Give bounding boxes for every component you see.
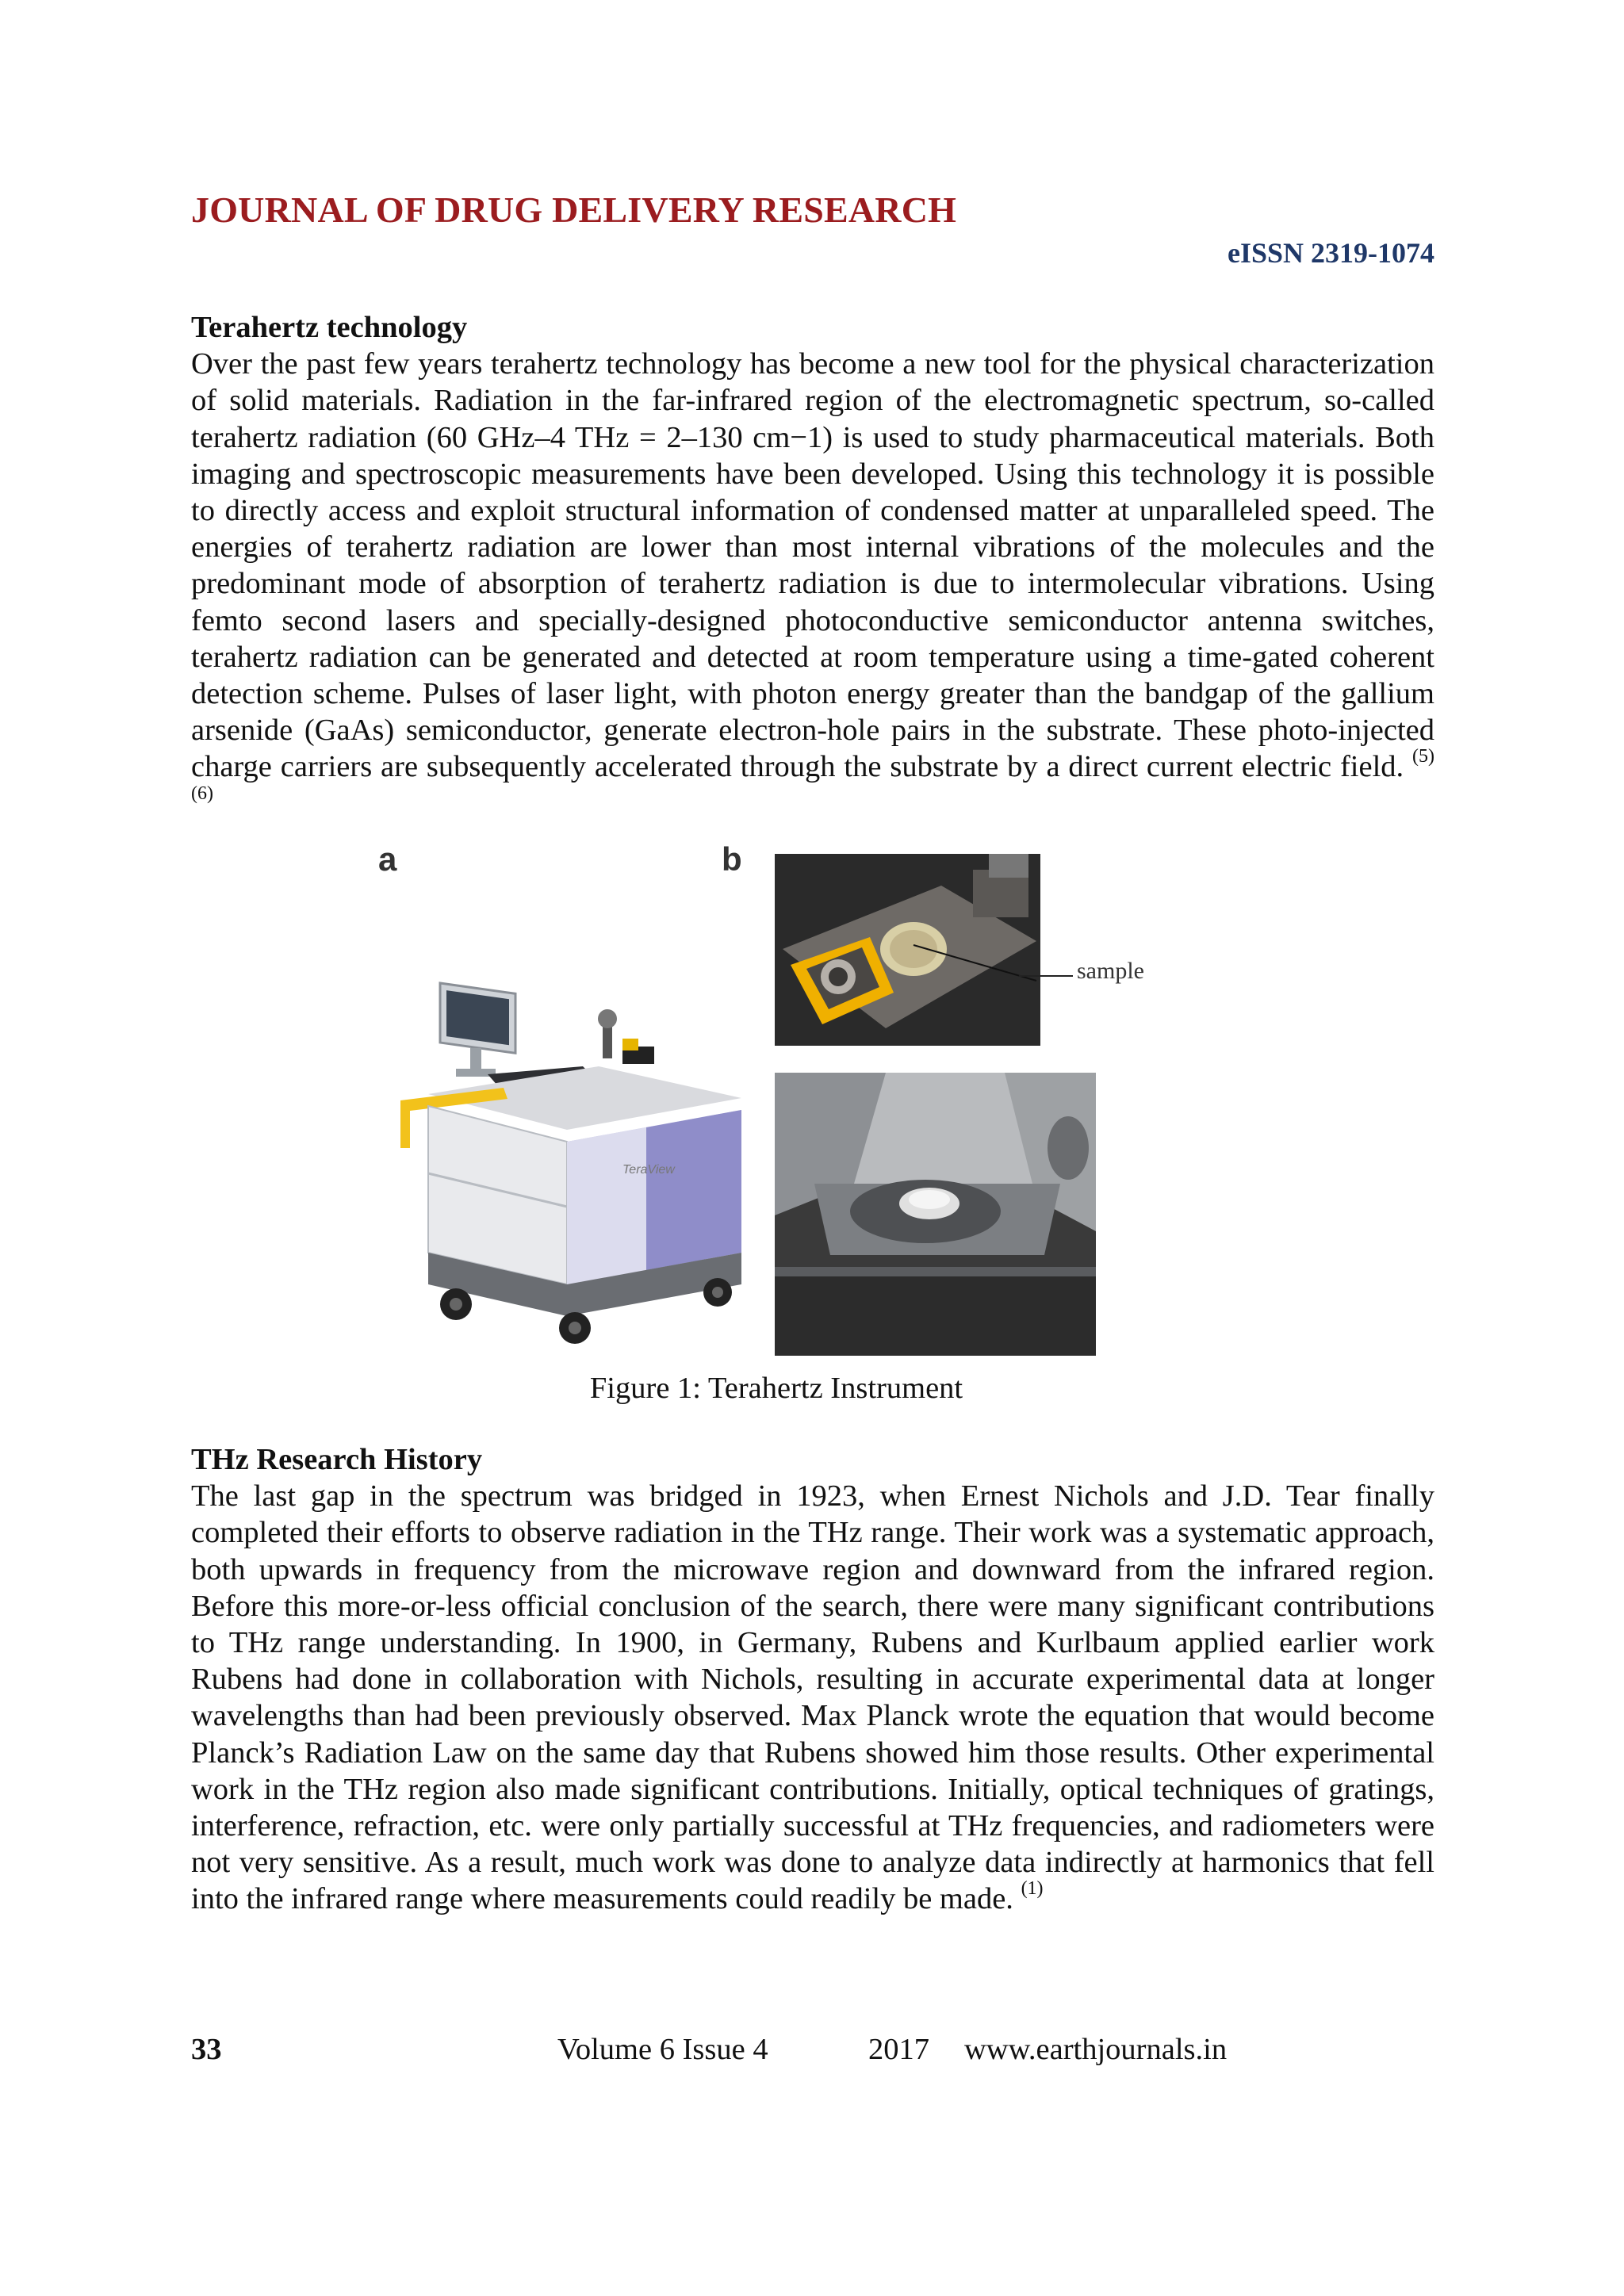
footer-url[interactable]: www.earthjournals.in <box>964 2033 1228 2066</box>
sample-closeup-photo <box>775 1073 1096 1356</box>
citation: (1) <box>1021 1878 1044 1900</box>
body-text: The last gap in the spectrum was bridged in 1923, when Ernest Nichols and J.D. Tear finally completed their efforts to observe radiation in the THz range. Their work was a systematic approach, both upwards in frequency from the microwave region and downward from the infrared region. Before this more-or-less official conclusion of the search, there were many significant contributions to THz range understanding. In 1900, in Germany, Rubens and Kurlbaum applied earlier work Rubens had done in collaboration with Nichols, resulting in accurate experimental data at longer wavelengths than had been previously observed. Max Planck wrote the equation that would become Planck’s Radiation Law on the same day that Rubens showed him those results. Other experimental work in the THz region also made significant contributions. Initially, optical techniques of gratings, interference, refraction, etc. were only partially successful at THz frequencies, and radiometers were not very sensitive. As a result, much work was done to analyze data indirectly at harmonics that fell into the infrared range where measurements could readily be made. <box>191 1479 1434 1916</box>
panel-label-a: a <box>378 840 397 878</box>
section-body <box>191 1478 1434 1917</box>
figure-caption <box>0 1370 1624 1406</box>
section-terahertz-technology <box>191 309 1434 822</box>
journal-title: JOURNAL OF DRUG DELIVERY RESEARCH <box>191 189 957 230</box>
eissn-label: eISSN 2319-1074 <box>1227 237 1434 269</box>
footer-year: 2017 <box>868 2033 929 2066</box>
sample-stage-photo <box>775 854 1040 1046</box>
caption-text: Figure 1: Terahertz Instrument <box>589 1372 963 1405</box>
section-thz-research-history <box>191 1441 1434 1918</box>
figure-terahertz-instrument <box>369 840 1162 1356</box>
section-body <box>191 346 1434 822</box>
section-heading: Terahertz technology <box>191 311 468 344</box>
sample-annotation: sample <box>1077 958 1144 984</box>
body-text: Over the past few years terahertz technology has become a new tool for the physical characterization of solid materials. Radiation in the far-infrared region of the electromagnetic spectrum, so-called terahertz radiation (60 GHz–4 THz = 2–130 cm−1) is used to study pharmaceutical materials. Both imaging and spectroscopic measurements have been developed. Using this technology it is possible to directly access and exploit structural information of condensed matter at unparalleled speed. The energies of terahertz radiation are lower than most internal vibrations of the molecules and the predominant mode of absorption of terahertz radiation is due to intermolecular vibrations. Using femto second lasers and specially-designed photoconductive semiconductor antenna switches, terahertz radiation can be generated and detected at room temperature using a time-gated coherent detection scheme. Pulses of laser light, with photon energy greater than the bandgap of the gallium arsenide (GaAs) semiconductor, generate electron-hole pairs in the substrate. These photo-injected charge carriers are subsequently accelerated through the substrate by a direct current electric field. <box>191 347 1434 784</box>
footer-page-number: 33 <box>191 2033 222 2066</box>
section-heading: THz Research History <box>191 1443 483 1476</box>
panel-label-b: b <box>722 840 742 878</box>
footer-volume: Volume 6 Issue 4 <box>557 2033 768 2066</box>
terahertz-instrument-photo <box>385 912 757 1356</box>
sample-pointer-line <box>1019 975 1073 977</box>
citation: (5)(6) <box>191 746 1435 804</box>
device-brand-text: TeraView <box>622 1163 675 1177</box>
